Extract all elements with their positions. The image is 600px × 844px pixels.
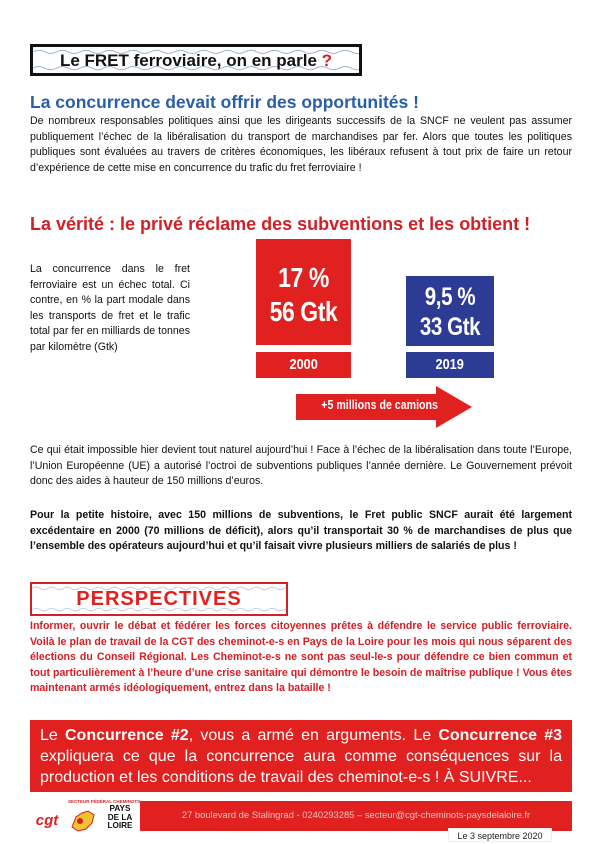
stat-box-2000 [256, 239, 351, 345]
date-tag: Le 3 septembre 2020 [448, 828, 552, 842]
banner-text-2: , vous a armé en arguments. Le [188, 727, 439, 744]
stat-box-2019 [406, 276, 494, 346]
header-box [30, 44, 362, 76]
chart-description: La concurrence dans le fret ferroviaire est un échec total. Ci contre, en % la part modale dans les transports de fret et le trafic total par fer en milliards de tonnes par kilomètre (Gtk) [30, 263, 190, 353]
page-title-text: Le FRET ferroviaire, on en parle [59, 51, 317, 70]
stat-2019-percent: 9,5 % [424, 283, 476, 311]
next-issue-banner [30, 720, 572, 792]
perspectives-box [30, 582, 288, 616]
trucks-arrow-text: +5 millions de camions [321, 398, 439, 412]
section-heading-truth: La vérité : le privé réclame des subventions et les obtient ! [30, 214, 531, 234]
region-line-1: PAYS [109, 804, 131, 813]
cgt-logo-text: cgt [35, 812, 59, 829]
stat-2019-gtk: 33 Gtk [419, 313, 481, 341]
region-map-icon [70, 807, 98, 833]
stat-2000-gtk: 56 Gtk [269, 296, 338, 327]
intro-paragraph: De nombreux responsables politiques ainsi que les dirigeants successifs de la SNCF ne veulent pas assumer publiquement l’échec de la libéralisation du transport de marchandises par fer. Alors que toutes les politiques publiques sont évaluées au travers de critères économiques, les libéraux refusent à tout prix de faire un retour d’expérience de cette mise en concurrence du trafic du fret ferroviaire ! [30, 115, 572, 174]
perspectives-paragraph: Informer, ouvrir le débat et fédérer les forces citoyennes prêtes à défendre le service public ferroviaire. Voilà le plan de travail de la CGT des cheminot-e-s en Pays de la Loire pour les mois qui nous séparent des élections du Conseil Régional. Les Cheminot-e-s ne sont pas seul-le-s pour défendre ce bien commun et tout particulièrement à l’heure d’une crise sanitaire qui démontre le besoin de maîtrise publique ! Vous êtes maintenant armés idéologiquement, entrez dans la bataille ! [30, 620, 572, 695]
stat-2000-percent: 17 % [278, 262, 329, 293]
banner-text-3: expliquera ce que la concurrence aura comme conséquences sur la production et les conditions de travail des cheminot-e-s ! À SUIVRE... [40, 748, 562, 786]
banner-issue-2: Concurrence #2 [65, 727, 189, 744]
history-paragraph: Pour la petite histoire, avec 150 millions de subventions, le Fret public SNCF aurait été largement excédentaire en 2000 (70 millions de déficit), alors qu’il transportait 30 % de marchandises de plus que l’ensemble des opérateurs aujourd’hui et qu’il faisait vivre plusieurs milliers de salariés de plus ! [30, 509, 572, 553]
subsidies-paragraph: Ce qui était impossible hier devient tout naturel aujourd’hui ! Face à l’échec de la libéralisation dans toute l’Europe, l’Union Européenne (UE) a autorisé l’octroi de subventions publiques l’année dernière. Le Gouvernement prévoit donc des aides à hauteur de 150 millions d’euros. [30, 444, 572, 488]
page-title [33, 51, 359, 71]
region-line-3: LOIRE [107, 821, 133, 830]
year-2000-text: 2000 [289, 356, 318, 373]
banner-issue-3: Concurrence #3 [438, 727, 563, 744]
trucks-arrow-label [310, 398, 450, 412]
region-logo-small-text: SECTEUR FÉDÉRAL CHEMINOTS [68, 799, 141, 804]
banner-text-1: Le [40, 727, 65, 744]
year-2019-text: 2019 [435, 356, 465, 373]
region-logo-name [100, 805, 140, 831]
year-label-2019 [406, 350, 494, 378]
year-label-2000 [256, 350, 351, 378]
section-heading-opportunities: La concurrence devait offrir des opportunités ! [30, 92, 419, 112]
perspectives-heading: PERSPECTIVES [76, 588, 242, 610]
question-mark: ? [321, 51, 333, 70]
region-line-2: DE LA [107, 812, 133, 822]
footer-address: 27 boulevard de Stalingrad - 0240293285 – secteur@cgt-cheminots-paysdelaloire.fr [181, 809, 531, 820]
